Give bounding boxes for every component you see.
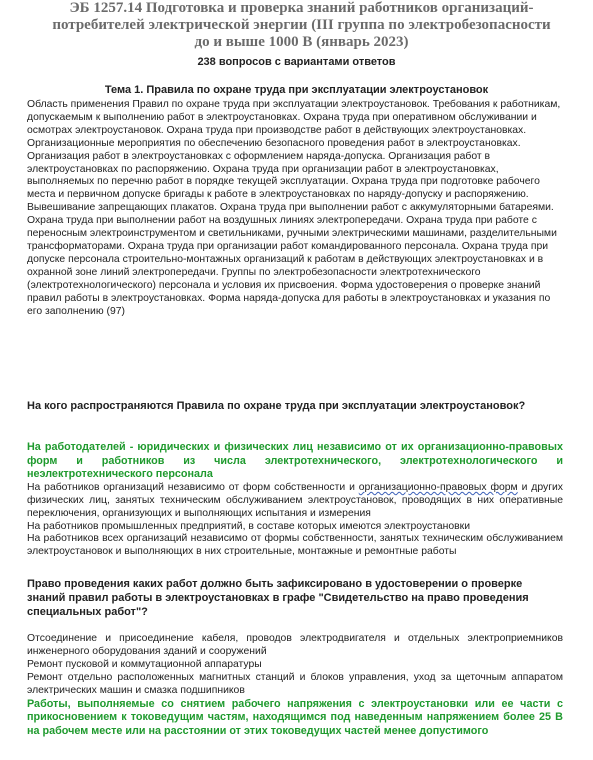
topic-title: Тема 1. Правила по охране труда при эксплуатации электроустановок [104,84,489,96]
answer-option: Ремонт пусковой и коммутационной аппаратуры [27,659,262,671]
correct-answer: Работы, выполняемые со снятием рабочего напряжения с электроустановки или ее части с прикосновением к токоведущим частям, находящимся под наведенным напряжением более 25 В на рабочем месте или на расстоянии от этих токоведущих частей менее допустимого [27,697,563,737]
spellcheck-underline: организационно-правовых форм [358,481,518,493]
question-1: На кого распространяются Правила по охране труда при эксплуатации электроустановок? [27,400,526,412]
topic-description: Область применения Правил по охране труда при эксплуатации электроустановок. Требования к работникам, допускаемым к выполнению работ в электроустановках. Охрана труда при оперативном обслуживании и осмотрах электроустановок. Охрана труда при производстве работ в действующих электроустановках. Организационные мероприятия по обеспечению безопасного проведения работ в электроустановках. Организация работ в электроустановках с оформлением наряда-допуска. Организация работ в электроустановках по распоряжению. Охрана труда при организации работ в электроустановках, выполняемых по перечню работ в порядке текущей эксплуатации. Охрана труда при подготовке рабочего места и первичном допуске бригады к работе в электроустановках по наряду-допуску и распоряжению. Вывешивание запрещающих плакатов. Охрана труда при выполнении работ с аккумуляторными батареями. Охрана труда при выполнении работ на воздушных линиях электропередачи. Охрана труда при работе с переносным электроинструментом и светильниками, ручными электрическими машинами, разделительными трансформаторами. Охрана труда при организации работ командированного персонала. Охрана труда при допуске персонала строительно-монтажных организаций к работам в действующих электроустановках и в охранной зоне линий электропередачи. Группы по электробезопасности электротехнического (электротехнологического) персонала и условия их присвоения. Форма удостоверения о проверке знаний правил работы в электроустановках. Форма наряда-допуска для работы в электроустановках и указания по его заполнению (97) [27,99,561,317]
answer-option: На работников всех организаций независимо от формы собственности, занятых техническим обслуживанием электроустановок и выполняющих в них строительные, монтажные и ремонтные работы [27,533,563,558]
question-2: Право проведения каких работ должно быть зафиксировано в удостоверении о проверке знаний правил работы в электроустановках в графе "Свидетельство на право проведения специальных работ"? [27,578,529,619]
correct-answer: На работодателей - юридических и физических лиц независимо от их организационно-правовых форм и работников из числа электротехнического, электротехнологического и неэлектротехнического персонала [27,441,563,481]
answer-option: Отсоединение и присоединение кабеля, проводов электродвигателя и отдельных электроприемников инженерного оборудования зданий и сооружений [27,633,563,658]
answer-option: Ремонт отдельно расположенных магнитных станций и блоков управления, уход за щеточным аппаратом электрических машин и смазка подшипников [27,671,563,696]
answer-option-text: и других физических лиц, занятых техническим обслуживанием электроустановок, проводящих в них оперативные переключения, организующих и выполняющих испытания и измерения [27,481,563,519]
answer-list-1 [27,441,563,559]
answer-list-2 [27,633,563,738]
document-subtitle: 238 вопросов с вариантами ответов [197,56,396,68]
answer-option-text: На работников организаций независимо от форм собственности и [27,481,359,493]
answer-option [27,482,563,521]
answer-option: На работников промышленных предприятий, в составе которых имеются электроустановки [27,520,471,532]
document-title: ЭБ 1257.14 Подготовка и проверка знаний работников организаций-потребителей электрической энергии (III группа по электробезопасности до и выше 1000 В (январь 2023) [52,0,551,50]
